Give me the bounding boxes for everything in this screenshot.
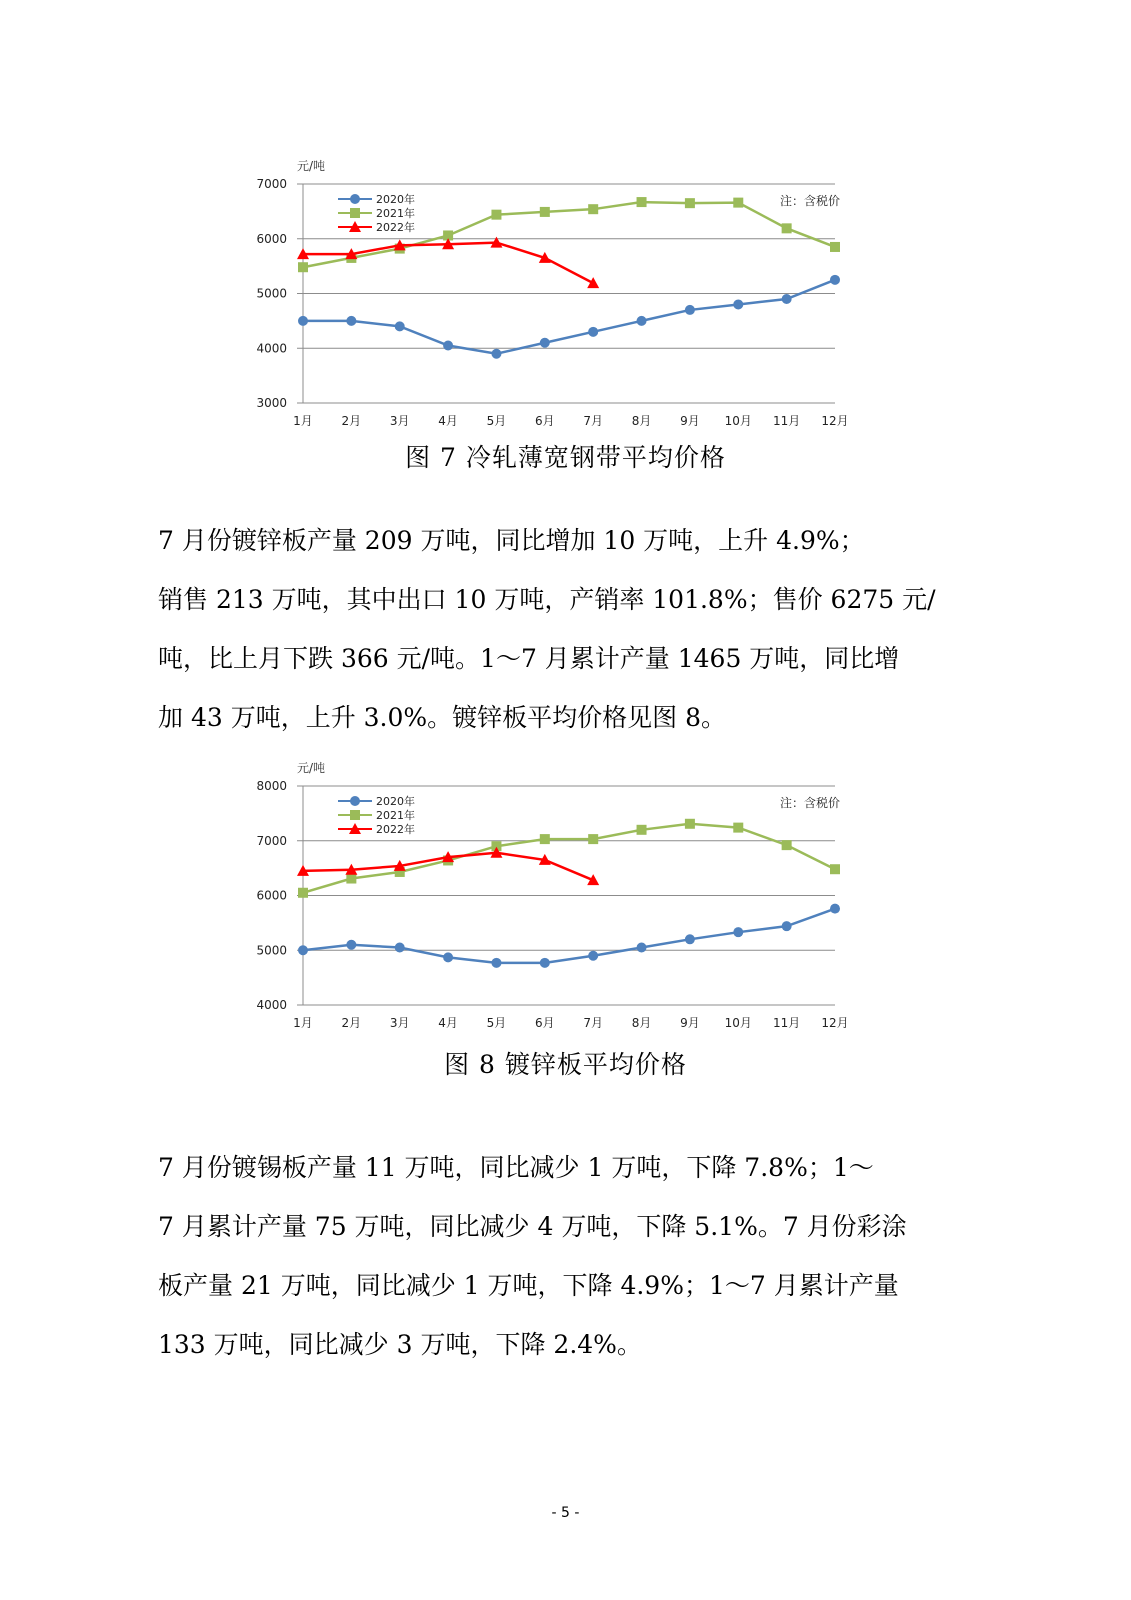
paragraph-line: 吨，比上月下跌 366 元/吨。1～7 月累计产量 1465 万吨，同比增 [158, 644, 900, 673]
paragraph-galvanized [158, 511, 978, 747]
page-number: - 5 - [551, 1505, 580, 1521]
paragraph-line: 7 月份镀锌板产量 209 万吨，同比增加 10 万吨，上升 4.9%； [158, 526, 865, 555]
chart-note: 注：含税价 [779, 194, 840, 208]
legend-marker [350, 810, 360, 820]
data-point [830, 904, 840, 914]
paragraph-line: 7 月累计产量 75 万吨，同比减少 4 万吨，下降 5.1%。7 月份彩涂 [158, 1212, 907, 1241]
data-point [491, 210, 501, 220]
data-point [733, 198, 743, 208]
data-point [685, 198, 695, 208]
legend-label: 2021年 [376, 809, 415, 822]
data-point [588, 834, 598, 844]
y-tick-label: 7000 [256, 177, 287, 191]
x-tick-label: 11月 [772, 414, 801, 428]
data-point [637, 197, 647, 207]
x-tick-label: 12月 [821, 414, 849, 428]
series-line-2020年 [303, 909, 835, 963]
data-point [588, 951, 598, 961]
data-point [540, 834, 550, 844]
series-line-2020年 [303, 280, 835, 354]
data-point [782, 921, 792, 931]
data-point [830, 242, 840, 252]
x-tick-label: 2月 [341, 414, 362, 428]
data-point [298, 262, 308, 272]
data-point [298, 316, 308, 326]
figure-8-caption: 图 8 镀锌板平均价格 [444, 1050, 687, 1079]
data-point [491, 958, 501, 968]
chart-0-svg [0, 150, 1131, 440]
y-tick-label: 5000 [256, 943, 287, 958]
data-point [395, 943, 405, 953]
chart-cold-rolled [0, 150, 1131, 440]
x-tick-label: 5月 [486, 414, 507, 428]
data-point [346, 316, 356, 326]
data-point [540, 207, 550, 217]
x-tick-label: 9月 [680, 414, 700, 428]
legend-marker [350, 208, 360, 218]
data-point [637, 316, 647, 326]
x-tick-label: 10月 [724, 1016, 752, 1030]
x-tick-label: 2月 [341, 1016, 362, 1030]
data-point [346, 940, 356, 950]
paragraph-line: 销售 213 万吨，其中出口 10 万吨，产销率 101.8%；售价 6275 元/ [158, 585, 936, 614]
y-tick-label: 4000 [256, 341, 287, 356]
chart-1-svg [0, 752, 1131, 1042]
x-tick-label: 12月 [821, 1016, 849, 1030]
x-tick-label: 6月 [534, 1016, 555, 1030]
paragraph-line: 133 万吨，同比减少 3 万吨，下降 2.4%。 [158, 1330, 642, 1359]
data-point [685, 819, 695, 829]
data-point [685, 305, 695, 315]
y-tick-label: 3000 [256, 396, 287, 410]
y-unit-label: 元/吨 [297, 761, 326, 775]
paragraph-line: 加 43 万吨，上升 3.0%。镀锌板平均价格见图 8。 [158, 703, 727, 732]
y-tick-label: 5000 [256, 286, 287, 301]
y-tick-label: 4000 [256, 998, 287, 1012]
y-tick-label: 6000 [256, 231, 287, 246]
data-point [395, 321, 405, 331]
x-tick-label: 9月 [680, 1016, 700, 1030]
legend-label: 2020年 [376, 193, 415, 206]
x-tick-label: 7月 [583, 1016, 604, 1030]
x-tick-label: 11月 [772, 1016, 801, 1030]
data-point [782, 840, 792, 850]
data-point [298, 945, 308, 955]
y-unit-label: 元/吨 [297, 159, 326, 173]
data-point [830, 864, 840, 874]
legend-label: 2021年 [376, 207, 415, 220]
x-tick-label: 3月 [389, 414, 410, 428]
x-tick-label: 3月 [389, 1016, 410, 1030]
data-point [443, 341, 453, 351]
x-tick-label: 4月 [438, 1016, 458, 1030]
data-point [346, 874, 356, 884]
data-point [637, 943, 647, 953]
y-tick-label: 7000 [256, 833, 287, 848]
data-point [298, 888, 308, 898]
legend-label: 2022年 [376, 823, 415, 836]
legend-label: 2020年 [376, 795, 415, 808]
x-tick-label: 5月 [486, 1016, 507, 1030]
data-point [782, 294, 792, 304]
paragraph-line: 7 月份镀锡板产量 11 万吨，同比减少 1 万吨，下降 7.8%；1～ [158, 1153, 874, 1182]
x-tick-label: 4月 [438, 414, 458, 428]
x-tick-label: 6月 [534, 414, 555, 428]
legend-label: 2022年 [376, 221, 415, 234]
figure-7-caption: 图 7 冷轧薄宽钢带平均价格 [405, 443, 726, 472]
paragraph-tinplate-coated [158, 1138, 978, 1374]
data-point [540, 958, 550, 968]
x-tick-label: 1月 [293, 414, 313, 428]
x-tick-label: 10月 [724, 414, 752, 428]
data-point [588, 327, 598, 337]
paragraph-line: 板产量 21 万吨，同比减少 1 万吨，下降 4.9%；1～7 月累计产量 [158, 1271, 899, 1300]
data-point [587, 277, 599, 288]
chart-galvanized [0, 752, 1131, 1042]
data-point [782, 223, 792, 233]
y-tick-label: 8000 [256, 779, 287, 793]
y-tick-label: 6000 [256, 888, 287, 903]
legend-marker [350, 796, 360, 806]
data-point [540, 338, 550, 348]
x-tick-label: 1月 [293, 1016, 313, 1030]
x-tick-label: 7月 [583, 414, 604, 428]
legend-marker [350, 194, 360, 204]
chart-note: 注：含税价 [779, 796, 840, 810]
x-tick-label: 8月 [631, 1016, 652, 1030]
data-point [637, 825, 647, 835]
data-point [588, 204, 598, 214]
data-point [443, 952, 453, 962]
data-point [830, 275, 840, 285]
data-point [685, 934, 695, 944]
data-point [491, 349, 501, 359]
data-point [733, 927, 743, 937]
x-tick-label: 8月 [631, 414, 652, 428]
data-point [733, 823, 743, 833]
data-point [733, 299, 743, 309]
